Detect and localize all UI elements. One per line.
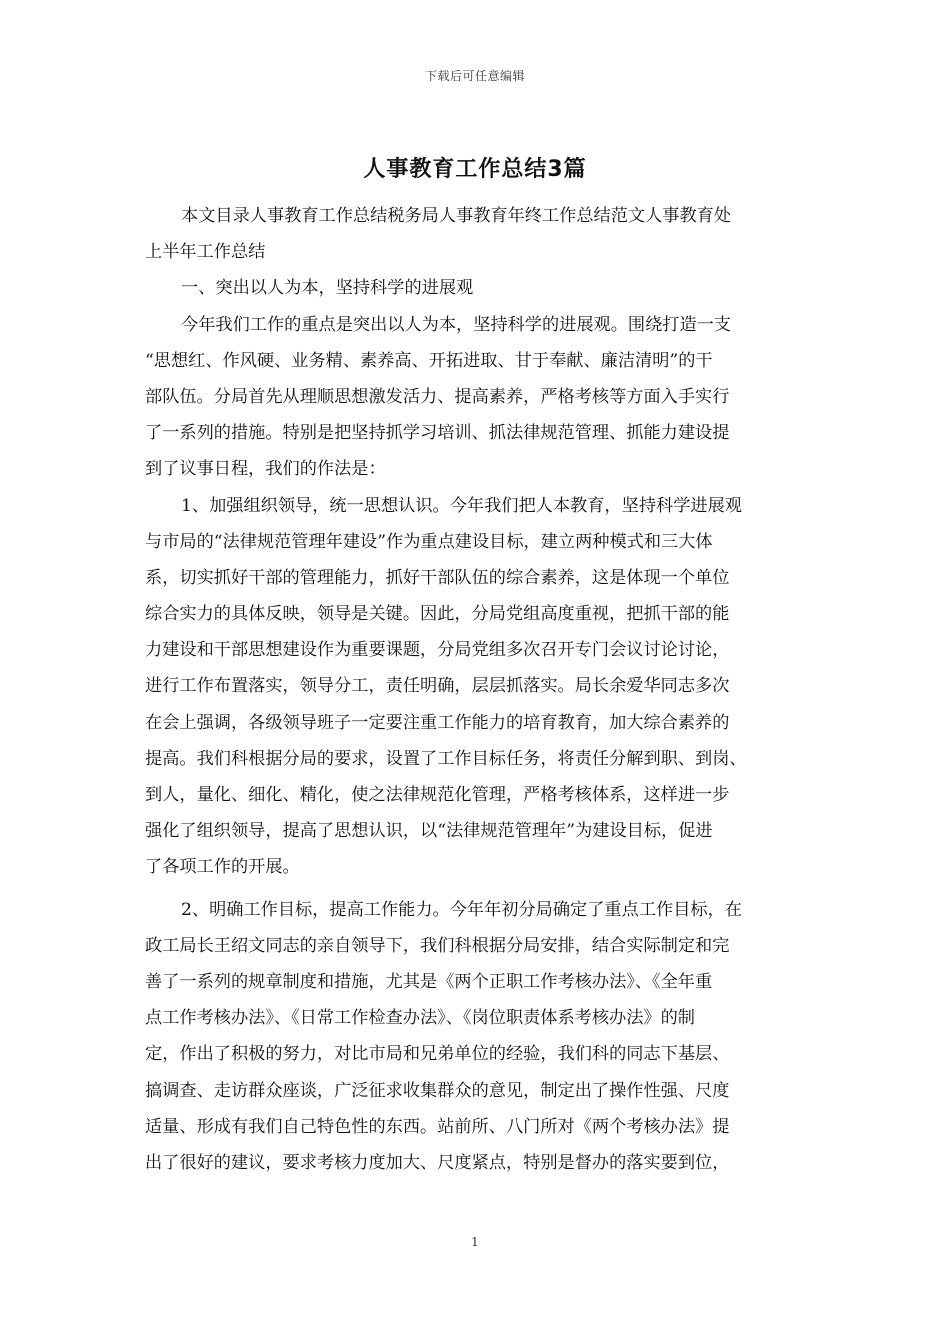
text-line: 了各项工作的开展。 (145, 857, 300, 878)
section-heading (145, 270, 807, 306)
intro-paragraph (145, 307, 807, 488)
text-line: 强化了组织领导，提高了思想认识，以“法律规范管理年”为建设目标，促进 (145, 821, 713, 842)
text-line: 点工作考核办法》、《日常工作检查办法》、《岗位职责体系考核办法》的制 (145, 1008, 695, 1029)
text-line: 与市局的“法律规范管理年建设”作为重点建设目标，建立两种模式和三大体 (145, 531, 713, 552)
text-line: 综合实力的具体反映，领导是关键。因此，分局党组高度重视，把抓干部的能 (145, 604, 730, 625)
text-line: 1、加强组织领导，统一思想认识。今年我们把人本教育，坚持科学进展观 (181, 495, 742, 516)
document-title: 人事教育工作总结3篇 (363, 157, 587, 182)
header-note: 下载后可任意编辑 (424, 69, 525, 83)
text-line: 部队伍。分局首先从理顺思想激发活力、提高素养，严格考核等方面入手实行 (145, 386, 730, 407)
text-line: 今年我们工作的重点是突出以人为本，坚持科学的进展观。围绕打造一支 (181, 314, 732, 335)
text-line: 善了一系列的规章制度和措施，尤其是《两个正职工作考核办法》、《全年重 (145, 971, 713, 992)
text-line: 本文目录人事教育工作总结税务局人事教育年终工作总结范文人事教育处 (181, 206, 732, 226)
text-line: 2、明确工作目标，提高工作能力。今年年初分局确定了重点工作目标，在 (181, 899, 742, 920)
text-line: 力建设和干部思想建设作为重要课题，分局党组多次召开专门会议讨论讨论， (145, 640, 730, 661)
text-line: 定，作出了积极的努力，对比市局和兄弟单位的经验，我们科的同志下基层、 (145, 1044, 730, 1065)
text-line: 搞调查、走访群众座谈，广泛征求收集群众的意见，制定出了操作性强、尺度 (145, 1080, 730, 1101)
text-line: “思想红、作风硬、业务精、素养高、开拓进取、甘于奉献、廉洁清明”的干 (145, 350, 713, 371)
page-number: 1 (471, 1235, 479, 1249)
point-2-paragraph (145, 892, 807, 1182)
text-line: 上半年工作总结 (145, 242, 266, 263)
text-line: 出了很好的建议，要求考核力度加大、尺度紧点，特别是督办的落实要到位， (145, 1152, 730, 1173)
text-line: 到了议事日程，我们的作法是： (145, 459, 386, 480)
document-body (145, 198, 807, 1181)
text-line: 一、突出以人为本，坚持科学的进展观 (181, 278, 474, 299)
text-line: 进行工作布置落实，领导分工，责任明确，层层抓落实。局长余爱华同志多次 (145, 676, 730, 697)
toc-paragraph (145, 198, 807, 270)
text-line: 到人，量化、细化、精化，使之法律规范化管理，严格考核体系，这样进一步 (145, 785, 730, 805)
text-line: 了一系列的措施。特别是把坚持抓学习培训、抓法律规范管理、抓能力建设提 (145, 423, 730, 444)
text-line: 适量、形成有我们自己特色性的东西。站前所、八门所对《两个考核办法》提 (145, 1116, 730, 1137)
point-1-paragraph (145, 488, 807, 886)
text-line: 系，切实抓好干部的管理能力，抓好干部队伍的综合素养，这是体现一个单位 (145, 567, 730, 588)
text-line: 在会上强调，各级领导班子一定要注重工作能力的培育教育，加大综合素养的 (145, 712, 730, 733)
text-line: 政工局长王绍文同志的亲自领导下，我们科根据分局安排，结合实际制定和完 (145, 935, 730, 956)
text-line: 提高。我们科根据分局的要求，设置了工作目标任务，将责任分解到职、到岗、 (145, 748, 747, 769)
